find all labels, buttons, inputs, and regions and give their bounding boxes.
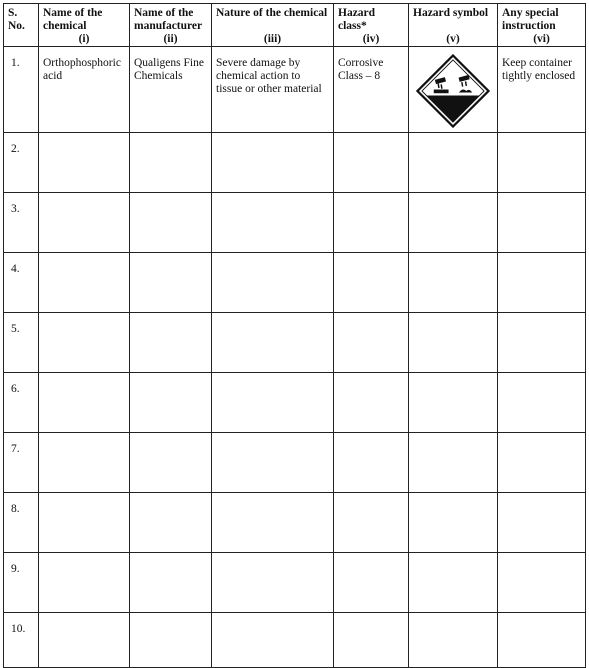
row-sno: 6.: [4, 373, 39, 433]
row-hazard-symbol: [409, 373, 498, 433]
row-hazard-class: [334, 253, 409, 313]
header-manufacturer-roman: (ii): [163, 33, 178, 45]
header-sno-title: S. No.: [8, 7, 25, 32]
row-sno: 3.: [4, 193, 39, 253]
row-chemical: [39, 313, 130, 373]
header-nature: [212, 4, 334, 47]
row-hazard-class: [334, 433, 409, 493]
row-hazard-symbol: [409, 613, 498, 668]
row-hazard-symbol: [409, 253, 498, 313]
row-sno: 5.: [4, 313, 39, 373]
header-manufacturer-title: Name of the manufacturer: [134, 7, 203, 32]
row-instruction: [498, 433, 586, 493]
header-hazard-symbol-title: Hazard symbol: [413, 7, 489, 19]
row-hazard-symbol: [409, 47, 498, 133]
row-instruction: [498, 193, 586, 253]
header-hazard-symbol-roman: (v): [446, 33, 460, 45]
header-hazard-symbol: [409, 4, 498, 47]
row-chemical: [39, 193, 130, 253]
row-chemical: [39, 373, 130, 433]
row-hazard-symbol: [409, 133, 498, 193]
row-hazard-class: Corrosive Class – 8: [334, 47, 409, 133]
row-instruction: Keep container tightly enclosed: [498, 47, 586, 133]
row-chemical: [39, 433, 130, 493]
row-nature: [212, 253, 334, 313]
header-instruction-roman: (vi): [533, 33, 550, 45]
row-sno: 10.: [4, 613, 39, 668]
row-nature: [212, 313, 334, 373]
row-manufacturer: [130, 313, 212, 373]
row-nature: Severe damage by chemical action to tissue or other material: [212, 47, 334, 133]
row-hazard-symbol: [409, 433, 498, 493]
row-hazard-class: [334, 133, 409, 193]
row-hazard-symbol: [409, 493, 498, 553]
row-nature: [212, 433, 334, 493]
row-nature: [212, 613, 334, 668]
row-instruction: [498, 613, 586, 668]
row-manufacturer: [130, 613, 212, 668]
row-instruction: [498, 373, 586, 433]
header-chemical-title: Name of the chemical: [43, 7, 103, 32]
row-nature: [212, 133, 334, 193]
corrosive-hazard-icon: [416, 54, 490, 128]
header-manufacturer: [130, 4, 212, 47]
row-manufacturer: [130, 433, 212, 493]
row-hazard-symbol: [409, 193, 498, 253]
row-nature: [212, 373, 334, 433]
row-hazard-class: [334, 373, 409, 433]
row-sno: 8.: [4, 493, 39, 553]
row-chemical: Orthophosphoric acid: [39, 47, 130, 133]
row-hazard-symbol: [409, 313, 498, 373]
row-chemical: [39, 253, 130, 313]
header-nature-roman: (iii): [263, 33, 282, 45]
table-row: [4, 133, 586, 193]
row-manufacturer: [130, 253, 212, 313]
table-row: [4, 373, 586, 433]
row-manufacturer: [130, 193, 212, 253]
row-manufacturer: [130, 493, 212, 553]
row-instruction: [498, 253, 586, 313]
table-row: [4, 47, 586, 133]
header-chemical-roman: (i): [78, 33, 90, 45]
row-sno: 9.: [4, 553, 39, 613]
header-chemical: [39, 4, 130, 47]
table-row: [4, 193, 586, 253]
table-row: [4, 493, 586, 553]
table-row: [4, 313, 586, 373]
row-chemical: [39, 613, 130, 668]
table-row: [4, 433, 586, 493]
row-manufacturer: Qualigens Fine Chemicals: [130, 47, 212, 133]
row-chemical: [39, 493, 130, 553]
row-manufacturer: [130, 133, 212, 193]
row-sno: 4.: [4, 253, 39, 313]
row-nature: [212, 493, 334, 553]
row-manufacturer: [130, 373, 212, 433]
row-instruction: [498, 493, 586, 553]
row-hazard-class: [334, 493, 409, 553]
row-sno: 2.: [4, 133, 39, 193]
header-instruction-title: Any special instruction: [502, 7, 559, 32]
row-hazard-class: [334, 313, 409, 373]
chemical-hazard-table: [3, 3, 586, 668]
header-hazard-class: [334, 4, 409, 47]
row-chemical: [39, 133, 130, 193]
header-sno: [4, 4, 39, 47]
header-instruction: [498, 4, 586, 47]
row-instruction: [498, 133, 586, 193]
header-row: [4, 4, 586, 47]
row-hazard-class: [334, 613, 409, 668]
row-hazard-class: [334, 193, 409, 253]
header-hazard-class-roman: (iv): [362, 33, 380, 45]
row-nature: [212, 193, 334, 253]
header-hazard-class-title: Hazard class*: [338, 7, 376, 32]
row-sno: 1.: [4, 47, 39, 133]
row-sno: 7.: [4, 433, 39, 493]
header-nature-title: Nature of the chemical: [216, 7, 328, 19]
table-row: [4, 253, 586, 313]
row-instruction: [498, 313, 586, 373]
table-row: [4, 613, 586, 668]
